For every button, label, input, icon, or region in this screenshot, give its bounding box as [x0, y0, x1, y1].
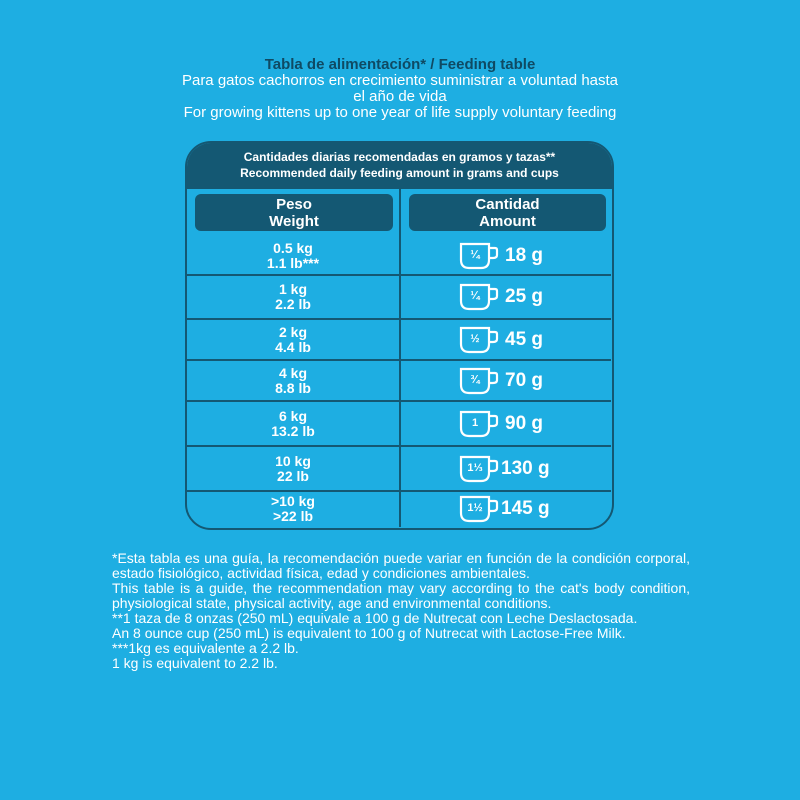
table-row — [187, 491, 611, 527]
weight-kg: >10 kg — [271, 493, 315, 509]
cup-icon — [459, 283, 499, 311]
weight-kg: 4 kg — [278, 364, 307, 381]
weight-cell — [187, 275, 399, 319]
feeding-table — [185, 141, 614, 530]
weight-lb: >22 lb — [272, 508, 314, 524]
footnote-1-en: This table is a guide, the recommendation may vary according to the cat's body condition, physiological state, physical activity, age and environmental conditions. — [112, 580, 690, 611]
footnote-2-es: **1 taza de 8 onzas (250 mL) equivale a 100 g de Nutrecat con Leche Deslactosada. — [112, 610, 638, 626]
cup-fraction: 1 — [471, 416, 479, 429]
weight-header-es: Peso — [276, 196, 312, 213]
weight-cell — [187, 401, 399, 446]
amount-header-en: Amount — [479, 213, 536, 230]
weight-lb: 22 lb — [277, 467, 309, 484]
grams-value: 130 g — [501, 457, 550, 479]
cup-icon — [459, 495, 499, 523]
weight-lb: 4.4 lb — [275, 338, 311, 355]
weight-kg: 0.5 kg — [273, 239, 313, 256]
grams-value: 90 g — [505, 412, 544, 434]
amount-cell — [401, 275, 611, 319]
table-caption — [187, 143, 612, 189]
grams-value: 18 g — [505, 244, 544, 266]
weight-lb: 1.1 lb*** — [266, 254, 320, 271]
cup-fraction: ¼ — [470, 248, 480, 261]
table-row — [187, 401, 611, 446]
weight-header-en: Weight — [269, 213, 319, 230]
table-row — [187, 360, 611, 401]
weight-cell — [187, 491, 399, 527]
footnote-3-en: 1 kg is equivalent to 2.2 lb. — [112, 655, 278, 671]
amount-cell — [401, 446, 611, 491]
footnotes — [112, 551, 690, 671]
weight-kg: 6 kg — [278, 407, 307, 424]
table-row — [187, 446, 611, 491]
weight-kg: 10 kg — [275, 452, 311, 469]
amount-cell — [401, 360, 611, 401]
cup-icon — [459, 455, 499, 483]
cup-fraction: ¾ — [470, 373, 480, 386]
weight-cell — [187, 236, 399, 275]
weight-cell — [187, 360, 399, 401]
footnote-3-es: ***1kg es equivalente a 2.2 lb. — [112, 640, 299, 656]
page-title: Tabla de alimentación* / Feeding table — [264, 56, 536, 73]
cup-fraction: 1½ — [467, 502, 483, 514]
cup-fraction: 1⅓ — [467, 461, 483, 474]
cup-icon — [459, 242, 499, 270]
table-row — [187, 275, 611, 319]
cup-icon — [459, 410, 499, 438]
table-row — [187, 236, 611, 275]
cup-icon — [459, 367, 499, 395]
cup-fraction: ¼ — [470, 290, 480, 302]
header — [0, 56, 800, 121]
footnote-2-en: An 8 ounce cup (250 mL) is equivalent to 100 g of Nutrecat with Lactose-Free Milk. — [112, 625, 626, 641]
table-row — [187, 319, 611, 360]
weight-kg: 1 kg — [278, 281, 307, 297]
subtitle-line-2: el año de vida — [353, 88, 447, 105]
weight-cell — [187, 446, 399, 491]
weight-column-header — [195, 194, 393, 231]
amount-cell — [401, 401, 611, 446]
amount-column-header — [409, 194, 606, 231]
grams-value: 45 g — [505, 328, 544, 350]
weight-lb: 2.2 lb — [275, 296, 311, 312]
table-caption-es: Cantidades diarias recomendadas en gramos y tazas** — [243, 150, 556, 164]
subtitle-line-1: Para gatos cachorros en crecimiento suministrar a voluntad hasta — [181, 72, 619, 89]
cup-icon — [459, 326, 499, 354]
footnote-1-es: *Esta tabla es una guía, la recomendación puede variar en función de la condición corporal, estado fisiológico, actividad física, edad y condiciones ambientales. — [112, 550, 690, 581]
amount-header-es: Cantidad — [475, 196, 540, 213]
grams-value: 145 g — [501, 498, 550, 519]
table-body — [187, 189, 612, 527]
weight-lb: 8.8 lb — [275, 379, 311, 396]
table-caption-en: Recommended daily feeding amount in grams and cups — [240, 166, 559, 180]
weight-kg: 2 kg — [278, 323, 307, 340]
amount-cell — [401, 491, 611, 527]
subtitle-line-3: For growing kittens up to one year of life supply voluntary feeding — [183, 104, 617, 121]
amount-cell — [401, 236, 611, 275]
weight-lb: 13.2 lb — [271, 422, 315, 439]
weight-cell — [187, 319, 399, 360]
grams-value: 25 g — [505, 286, 544, 307]
amount-cell — [401, 319, 611, 360]
cup-fraction: ½ — [470, 332, 480, 345]
grams-value: 70 g — [505, 369, 544, 391]
